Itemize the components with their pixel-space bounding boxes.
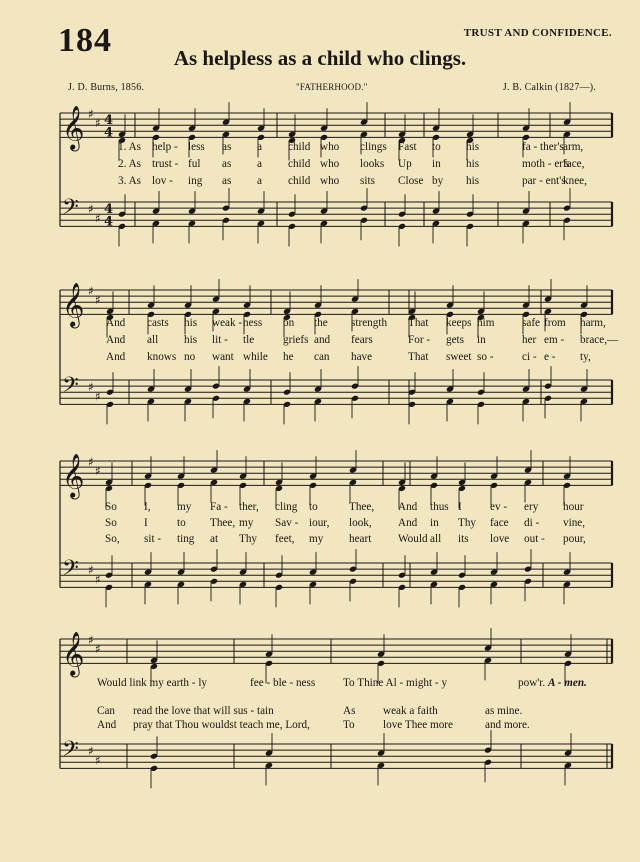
lyric-syllable: to	[177, 517, 186, 529]
sharp-sign: ♯	[88, 107, 94, 121]
lyric-syllable: while	[243, 351, 268, 363]
bass-clef: 𝄢	[62, 555, 79, 586]
lyric-syllable: So,	[105, 533, 120, 545]
sharp-sign: ♯	[95, 642, 101, 657]
lyric-syllable: who	[320, 158, 340, 170]
lyric-syllable: no	[184, 351, 196, 363]
lyric-syllable: cling	[275, 501, 298, 513]
treble-clef: 𝄞	[62, 282, 85, 327]
lyric-syllable: love	[490, 533, 510, 545]
lyric-syllable: its	[458, 533, 469, 545]
lyric-syllable: and	[314, 334, 331, 346]
lyric-syllable: And	[97, 719, 117, 731]
lyric-syllable: Thy	[458, 517, 477, 529]
lyric-syllable: As	[343, 705, 356, 717]
treble-clef: 𝄞	[62, 631, 85, 676]
lyric-syllable: And	[106, 334, 126, 346]
lyric-syllable: in	[430, 517, 439, 529]
lyric-syllable: keeps	[446, 317, 472, 329]
lyric-syllable: ther,	[239, 501, 259, 513]
lyric-syllable: as mine.	[485, 705, 523, 717]
lyric-syllable: my	[177, 501, 192, 513]
sharp-sign: ♯	[88, 284, 94, 298]
lyric-syllable: ci -	[522, 351, 537, 363]
sharp-sign: ♯	[95, 293, 101, 308]
lyric-syllable: lit -	[212, 334, 228, 346]
lyric-syllable: 1. As	[118, 141, 142, 153]
lyric-syllable: from	[544, 317, 566, 329]
lyric-syllable: harm,	[580, 317, 606, 329]
lyric-syllable: in	[432, 158, 441, 170]
lyric-syllable: child	[288, 158, 311, 170]
lyric-syllable: so -	[477, 351, 494, 363]
lyric-syllable: That	[408, 317, 429, 329]
lyric-syllable: safe	[522, 317, 541, 329]
lyric-syllable: knee,	[563, 175, 587, 187]
sharp-sign: ♯	[88, 455, 94, 469]
lyric-syllable: Up	[398, 158, 412, 170]
lyric-syllable: weak a faith	[383, 705, 438, 717]
lyric-syllable: heart	[349, 533, 372, 545]
lyric-syllable: Would	[398, 533, 428, 545]
lyric-syllable: to	[309, 501, 318, 513]
lyric-syllable: And	[398, 501, 418, 513]
lyric-syllable: help -	[152, 141, 178, 153]
lyric-syllable: I	[144, 517, 148, 529]
lyric-syllable: want	[212, 351, 234, 363]
lyric-syllable: brace,—	[580, 334, 619, 346]
lyric-syllable: who	[320, 175, 340, 187]
lyric-syllable: ting	[177, 533, 195, 545]
lyric-syllable: A - men.	[548, 677, 587, 689]
lyric-syllable: I	[458, 501, 462, 513]
lyric-syllable: hour	[563, 501, 584, 513]
lyric-syllable: griefs	[283, 334, 309, 346]
sharp-sign: ♯	[95, 464, 101, 479]
composer-credit: J. B. Calkin (1827—).	[502, 82, 596, 93]
time-signature-digit: 4	[104, 113, 114, 129]
sharp-sign: ♯	[95, 116, 101, 131]
lyric-syllable: I,	[144, 501, 151, 513]
lyric-syllable: To	[343, 719, 355, 731]
lyric-syllable: her	[522, 334, 537, 346]
lyric-syllable: his	[184, 317, 198, 329]
lyric-syllable: in	[477, 334, 486, 346]
lyric-syllable: ery	[524, 501, 539, 513]
lyric-syllable: he	[283, 351, 294, 363]
lyric-syllable: him	[477, 317, 495, 329]
time-signature-digit: 4	[104, 202, 114, 218]
lyric-syllable: as	[222, 158, 232, 170]
lyric-syllable: ful	[188, 158, 201, 170]
hymn-title: As helpless as a child who clings.	[173, 46, 467, 70]
tune-name: "FATHERHOOD."	[296, 82, 368, 92]
lyric-syllable: ness	[243, 317, 263, 329]
lyric-syllable: and more.	[485, 719, 530, 731]
lyric-syllable: iour,	[309, 517, 330, 529]
lyric-syllable: ev -	[490, 501, 508, 513]
lyric-syllable: Sav -	[275, 517, 299, 529]
lyric-syllable: e -	[544, 351, 556, 363]
lyric-syllable: Fast	[398, 141, 417, 153]
lyric-syllable: 3. As	[118, 175, 142, 187]
lyric-syllable: Thee,	[349, 501, 375, 513]
bass-clef: 𝄢	[62, 194, 79, 225]
lyric-syllable: out -	[524, 533, 545, 545]
lyric-syllable: And	[398, 517, 418, 529]
lyric-syllable: my	[309, 533, 324, 545]
lyric-syllable: pow'r.	[518, 677, 546, 689]
sharp-sign: ♯	[95, 572, 101, 587]
bass-clef: 𝄢	[62, 736, 79, 767]
lyric-syllable: face,	[563, 158, 585, 170]
lyric-syllable: Thee,	[210, 517, 236, 529]
lyric-syllable: casts	[147, 317, 169, 329]
treble-clef: 𝄞	[62, 105, 85, 150]
lyric-syllable: For -	[408, 334, 431, 346]
sharp-sign: ♯	[88, 202, 94, 217]
lyric-syllable: So	[105, 517, 117, 529]
lyric-syllable: looks	[360, 158, 385, 170]
lyric-syllable: pour,	[563, 533, 586, 545]
lyric-syllable: Can	[97, 705, 116, 717]
lyric-syllable: sit -	[144, 533, 162, 545]
author-credit: J. D. Burns, 1856.	[68, 82, 145, 93]
lyric-syllable: a	[257, 141, 262, 153]
lyric-syllable: all	[430, 533, 442, 545]
lyric-syllable: who	[320, 141, 340, 153]
time-signature-digit: 4	[104, 214, 114, 230]
lyric-syllable: di -	[524, 517, 540, 529]
sharp-sign: ♯	[95, 211, 101, 226]
lyric-syllable: read the love that will sus - tain	[133, 705, 274, 717]
lyric-syllable: moth - er's	[522, 158, 570, 170]
lyric-syllable: sits	[360, 175, 375, 187]
sharp-sign: ♯	[88, 744, 94, 759]
lyric-syllable: sweet	[446, 351, 472, 363]
lyric-syllable: child	[288, 175, 311, 187]
lyric-syllable: face	[490, 517, 509, 529]
lyric-syllable: the	[314, 317, 328, 329]
lyric-syllable: fa - ther's	[522, 141, 564, 153]
lyric-syllable: on	[283, 317, 295, 329]
sharp-sign: ♯	[88, 633, 94, 647]
lyric-syllable: as	[222, 175, 232, 187]
lyric-syllable: ing	[188, 175, 203, 187]
lyric-syllable: feet,	[275, 533, 295, 545]
lyric-syllable: fee - ble - ness	[250, 677, 316, 689]
lyric-syllable: knows	[147, 351, 177, 363]
lyric-syllable: gets	[446, 334, 465, 346]
lyric-syllable: tle	[243, 334, 255, 346]
lyric-syllable: And	[106, 317, 126, 329]
lyric-syllable: to	[432, 141, 441, 153]
lyric-syllable: as	[222, 141, 232, 153]
lyric-syllable: vine,	[563, 517, 586, 529]
sharp-sign: ♯	[88, 380, 94, 395]
lyric-syllable: his	[184, 334, 198, 346]
lyric-syllable: And	[106, 351, 126, 363]
lyric-syllable: love Thee more	[383, 719, 453, 731]
hymn-number: 184	[58, 22, 112, 59]
lyric-syllable: at	[210, 533, 219, 545]
lyric-syllable: less	[188, 141, 205, 153]
time-signature-digit: 4	[104, 125, 114, 141]
lyric-syllable: arm,	[563, 141, 584, 153]
lyric-syllable: Thy	[239, 533, 258, 545]
lyric-syllable: his	[466, 175, 480, 187]
lyric-syllable: Close	[398, 175, 424, 187]
lyric-syllable: his	[466, 158, 480, 170]
lyric-syllable: thus	[430, 501, 449, 513]
sharp-sign: ♯	[95, 753, 101, 768]
sharp-sign: ♯	[88, 563, 94, 578]
lyric-syllable: a	[257, 175, 262, 187]
bass-clef: 𝄢	[62, 372, 79, 403]
lyric-syllable: strength	[351, 317, 388, 329]
lyric-syllable: trust -	[152, 158, 179, 170]
lyric-syllable: look,	[349, 517, 372, 529]
lyric-syllable: lov -	[152, 175, 173, 187]
lyric-syllable: So	[105, 501, 117, 513]
lyric-syllable: em -	[544, 334, 565, 346]
treble-clef: 𝄞	[62, 453, 85, 498]
lyric-syllable: by	[432, 175, 444, 187]
lyric-syllable: can	[314, 351, 330, 363]
lyric-syllable: par - ent's	[522, 175, 566, 187]
lyric-syllable: a	[257, 158, 262, 170]
lyric-syllable: weak -	[212, 317, 243, 329]
lyric-syllable: clings	[360, 141, 387, 153]
lyric-syllable: his	[466, 141, 480, 153]
lyric-syllable: have	[351, 351, 373, 363]
lyric-syllable: child	[288, 141, 311, 153]
section-heading: TRUST AND CONFIDENCE.	[463, 27, 612, 39]
lyric-syllable: my	[239, 517, 254, 529]
lyric-syllable: That	[408, 351, 429, 363]
lyric-syllable: Fa -	[210, 501, 228, 513]
lyric-syllable: all	[147, 334, 159, 346]
lyric-syllable: pray that Thou wouldst teach me, Lord,	[133, 719, 310, 731]
lyric-syllable: fears	[351, 334, 373, 346]
lyric-syllable: 2. As	[118, 158, 142, 170]
lyric-syllable: Would link my earth - ly	[97, 677, 208, 689]
lyric-syllable: To Thine Al - might - y	[343, 677, 448, 689]
sharp-sign: ♯	[95, 389, 101, 404]
lyric-syllable: ty,	[580, 351, 591, 363]
